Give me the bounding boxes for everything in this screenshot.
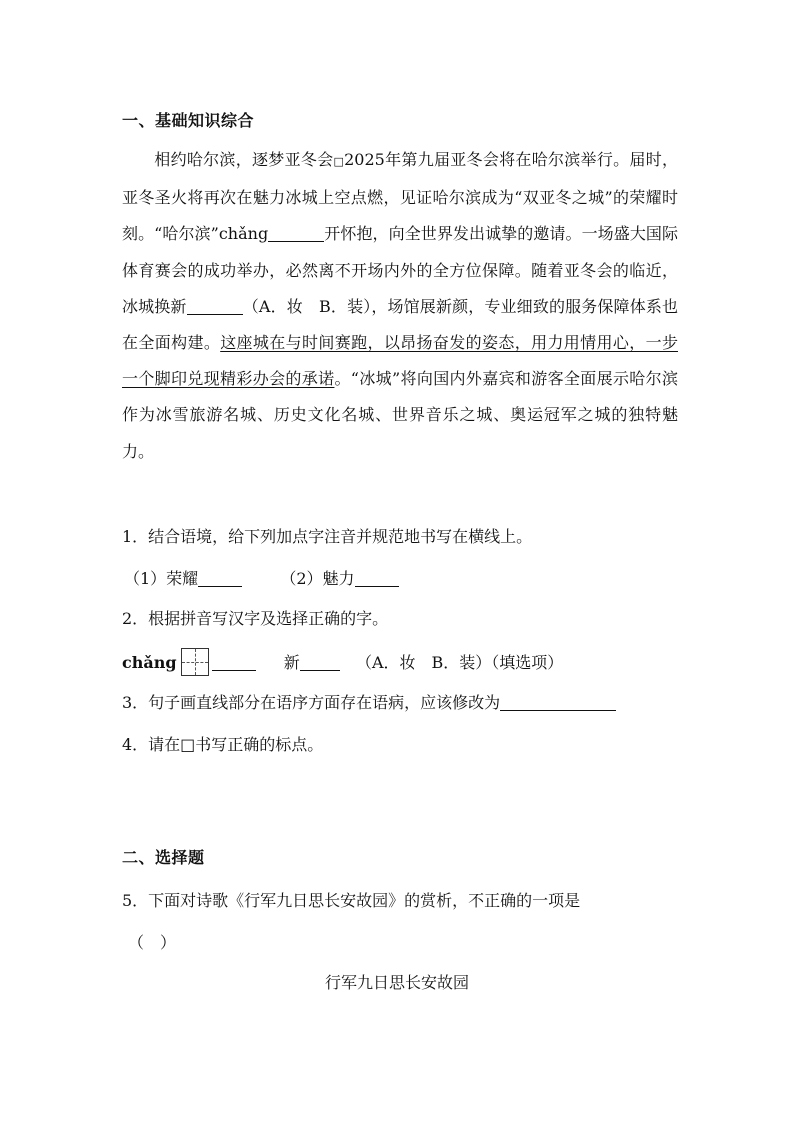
question-4-text: 4．请在□书写正确的标点。	[122, 735, 324, 754]
section-1-title: 一、基础知识综合	[122, 111, 255, 130]
passage-part-5: 。“冰城”将向国内外嘉宾和游客全面展示哈尔滨作为冰雪旅游名城、历史文化名城、世界音乐之城、奥运冠军之城的独特魅力。	[122, 369, 678, 461]
q2-blank-option[interactable]	[300, 652, 340, 671]
question-3-text: 3．句子画直线部分在语序方面存在语病，应该修改为	[122, 693, 501, 712]
question-5-paren	[128, 930, 176, 953]
q1-item-b: （2）魅力	[280, 569, 355, 588]
pinyin-blank[interactable]	[268, 223, 324, 242]
question-3	[122, 690, 616, 713]
word-choice-blank[interactable]	[187, 296, 243, 315]
underlined-sentence: 这座城在与时间赛跑，以昂扬奋发的姿态，用力用情用心，一步一个脚印兑现精彩办会的承诺	[122, 333, 678, 389]
question-2-items	[122, 648, 563, 676]
q1-item-a: （1）荣耀	[124, 569, 199, 588]
section-2-title: 二、选择题	[122, 848, 205, 867]
q1-blank-a[interactable]	[198, 568, 242, 587]
q2-pinyin: chǎng	[122, 653, 177, 672]
question-2	[122, 606, 388, 629]
tianzige-box[interactable]	[181, 648, 209, 676]
passage-part-1: 相约哈尔滨，逐梦亚冬会	[154, 150, 334, 169]
question-1-text: 1．结合语境，给下列加点字注音并规范地书写在横线上。	[122, 527, 533, 546]
passage-part-3: 开怀抱，向全世界发出诚挚的邀请。一场盛大国际体育赛会的成功举办，必然离不开场内外的全方位保障。随着亚冬会的临近，冰城换新	[122, 224, 678, 316]
question-5	[122, 888, 580, 911]
passage-part-4: （A．妆 B．装），场馆展新颜，专业细致的服务保障体系也在全面构建。	[122, 296, 678, 353]
question-2-text: 2．根据拼音写汉字及选择正确的字。	[122, 609, 389, 628]
q2-blank-char[interactable]	[212, 652, 256, 671]
question-4	[122, 732, 323, 755]
q3-blank[interactable]	[500, 692, 616, 711]
answer-paren[interactable]: （ ）	[128, 933, 177, 952]
poem-title: 行军九日思长安故园	[324, 973, 469, 992]
passage	[122, 142, 678, 470]
question-1-items	[124, 566, 399, 589]
question-5-text: 5．下面对诗歌《行军九日思长安故园》的赏析，不正确的一项是	[122, 891, 581, 910]
q1-blank-b[interactable]	[355, 568, 399, 587]
question-1	[122, 524, 532, 547]
q2-options: （A．妆 B．装）（填选项）	[355, 653, 564, 672]
q2-xin: 新	[283, 653, 300, 672]
passage-part-2: 2025年第九届亚冬会将在哈尔滨举行。届时，亚冬圣火将再次在魅力冰城上空点燃，见证哈尔滨成为“双亚冬之城”的荣耀时刻。“哈尔滨”chǎng	[122, 150, 678, 244]
punctuation-box: □	[333, 155, 345, 168]
